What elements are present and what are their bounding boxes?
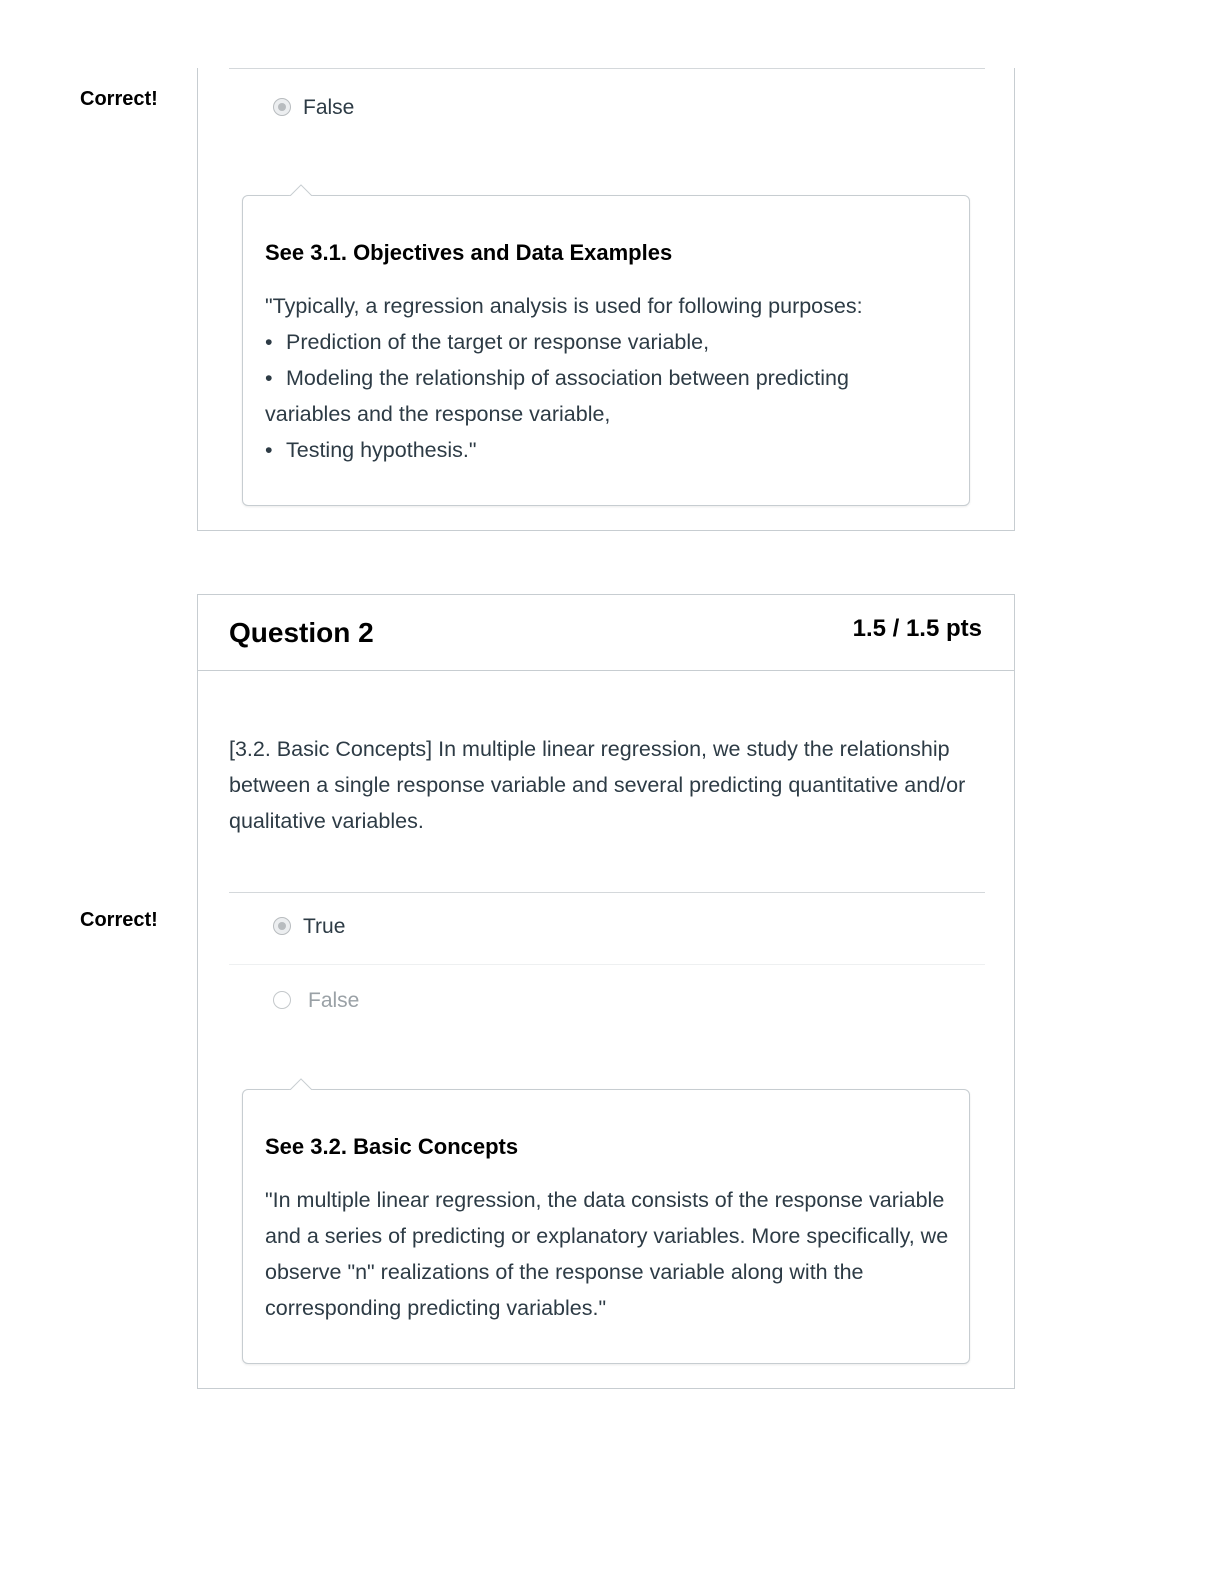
bullet-icon: • xyxy=(265,438,273,462)
question-1-card xyxy=(197,68,1015,531)
answer-comment xyxy=(242,1089,970,1364)
question-text: [3.2. Basic Concepts] In multiple linear regression, we study the relationship between a single response variable and several predicting quantitative and/or qualitative variables. xyxy=(229,737,966,833)
comment-body xyxy=(265,288,955,468)
comment-bullet: • Testing hypothesis." xyxy=(265,432,955,468)
bullet-icon: • xyxy=(265,366,273,390)
radio-unchecked-icon[interactable] xyxy=(273,991,291,1009)
comment-intro: "Typically, a regression analysis is used for following purposes: xyxy=(265,294,863,318)
question-points: 1.5 / 1.5 pts xyxy=(852,615,982,642)
comment-caret xyxy=(288,183,314,196)
comment-bullet-continuation: variables and the response variable, xyxy=(265,402,611,426)
answer-label: False xyxy=(303,96,355,119)
question-header xyxy=(198,595,1014,671)
radio-checked-icon[interactable] xyxy=(273,98,291,116)
comment-body: "In multiple linear regression, the data consists of the response variable and a series of predicting or explanatory variables. More specifically, we observe "n" realizations of the response variable along with the corresponding predicting variables." xyxy=(265,1188,949,1320)
comment-bullet: • Prediction of the target or response variable, xyxy=(265,324,955,360)
comment-bullet: • Modeling the relationship of association between predicting xyxy=(265,360,955,396)
radio-checked-icon[interactable] xyxy=(273,917,291,935)
answer-comment xyxy=(242,195,970,506)
bullet-icon: • xyxy=(265,330,273,354)
comment-title: See 3.2. Basic Concepts xyxy=(265,1134,519,1159)
comment-title: See 3.1. Objectives and Data Examples xyxy=(265,240,673,265)
answer-divider xyxy=(229,964,985,965)
question-title: Question 2 xyxy=(229,617,374,648)
answer-divider xyxy=(229,68,985,69)
comment-caret xyxy=(288,1077,314,1090)
correct-indicator: Correct! xyxy=(80,88,158,110)
correct-indicator: Correct! xyxy=(80,909,158,931)
question-2-card xyxy=(197,594,1015,1389)
answer-label: True xyxy=(303,915,346,938)
answer-divider xyxy=(229,892,985,893)
answer-label: False xyxy=(308,989,360,1012)
